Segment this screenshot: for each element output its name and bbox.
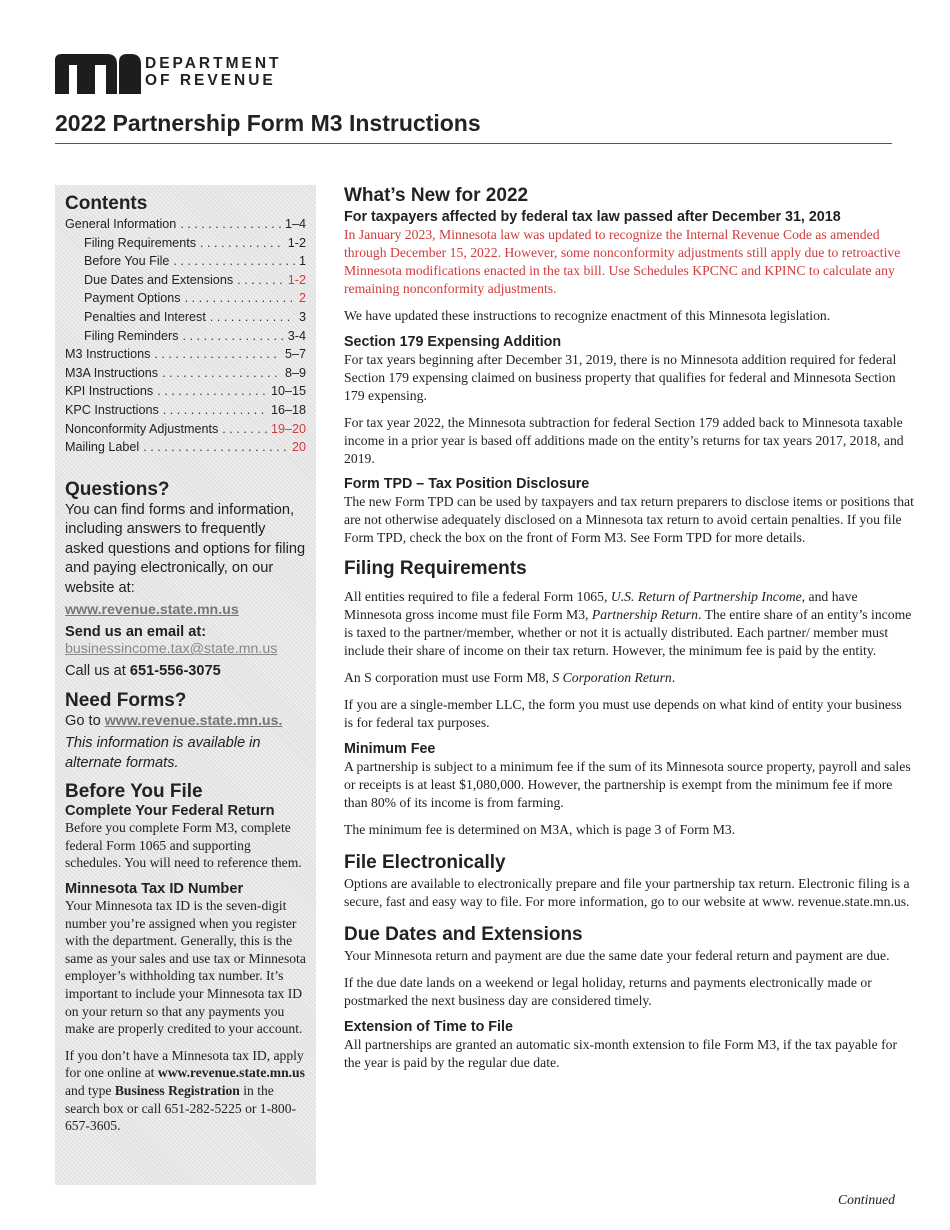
before-you-file-heading: Before You File — [65, 781, 203, 803]
toc-item-page: 1–4 — [284, 217, 306, 231]
form-tpd-text: The new Form TPD can be used by taxpayers and tax return preparers to disclose items or positions that are not otherwise adequately disclosed on a Minnesota tax return to avoid certain penalties. If you file Form TPD, check the box on the front of Form M3. See Form TPD for more details. — [344, 494, 914, 545]
filing-part-a: All entities required to file a federal Form 1065, — [344, 589, 611, 604]
toc-leader-dots — [237, 271, 284, 290]
due-dates-text-2: If the due date lands on a weekend or legal holiday, returns and payments electronically made or postmarked the next business day are considered timely. — [344, 975, 872, 1008]
toc-item[interactable] — [65, 364, 306, 383]
toc-leader-dots — [222, 420, 267, 439]
toc-item-page: 8–9 — [284, 365, 306, 380]
due-dates-text-1: Your Minnesota return and payment are due the same date your federal return and payment are due. — [344, 948, 890, 963]
filing-part-c: , and have Minnesota gross income must file Form M3, — [344, 589, 858, 622]
dept-line-1: DEPARTMENT — [145, 55, 282, 72]
due-dates-heading: Due Dates and Extensions — [344, 924, 583, 945]
toc-item-page: 1-2 — [287, 272, 306, 287]
toc-item-label: M3A Instructions — [65, 365, 159, 380]
department-name — [145, 55, 282, 89]
no-id-part-1: If you don’t have a Minnesota tax ID, apply for one online at — [65, 1047, 304, 1081]
toc-item[interactable] — [65, 215, 306, 234]
toc-item-page: 3-4 — [287, 328, 306, 343]
federal-return-text: Before you complete Form M3, complete federal Form 1065 and supporting schedules. You will need to reference them. — [65, 820, 302, 871]
minimum-fee-text-1: A partnership is subject to a minimum fee if the sum of its Minnesota source property, payroll and sales or receipts is at least $1,080,000. However, the partnership is exempt from the minimum fee if more than 80% of its income is from farming. — [344, 759, 911, 810]
s-corp-part-c: . — [671, 670, 676, 685]
toc-item-label: Filing Requirements — [84, 235, 196, 250]
alternate-formats-note: This information is available in alternate formats. — [65, 735, 261, 771]
form-1065-title: U.S. Return of Partnership Income — [610, 589, 802, 604]
toc-item-page: 2 — [298, 291, 306, 306]
toc-leader-dots — [173, 252, 295, 271]
toc-leader-dots — [143, 438, 288, 457]
forms-text — [65, 712, 306, 732]
toc-item-page: 20 — [291, 440, 306, 455]
toc-item-page: 1 — [298, 254, 306, 269]
dept-line-2: OF REVENUE — [145, 72, 276, 89]
questions-text: You can find forms and information, including answers to frequently asked questions and options for filing and paying electronically, on our website at: — [65, 501, 306, 596]
business-registration-term: Business Registration — [114, 1082, 240, 1098]
toc-leader-dots — [200, 234, 284, 253]
toc-item-label: KPI Instructions — [65, 384, 154, 399]
forms-prefix: Go to — [65, 712, 105, 729]
federal-law-heading: For taxpayers affected by federal tax law passed after December 31, 2018 — [344, 209, 841, 225]
website-link[interactable]: www.revenue.state.mn.us — [65, 602, 239, 619]
phone-number: 651-556-3075 — [129, 663, 221, 680]
s-corp-part-a: An S corporation must use Form M8, — [344, 670, 553, 685]
toc-item[interactable] — [65, 289, 306, 308]
section-179-text-1: For tax years beginning after December 31, 2019, there is no Minnesota addition required for federal Section 179 expensing claimed on business property that qualifies for federal and Minnesota Section 179 expensing. — [344, 352, 897, 403]
extension-text: All partnerships are granted an automatic six-month extension to file Form M3, if the tax payable for the year is paid by the regular due date. — [344, 1037, 898, 1070]
federal-return-heading: Complete Your Federal Return — [65, 803, 275, 820]
toc-item-label: Nonconformity Adjustments — [65, 421, 219, 436]
sidebar — [55, 185, 316, 1185]
page-title: 2022 Partnership Form M3 Instructions — [55, 110, 481, 136]
s-corp-return-title: S Corporation Return — [552, 670, 672, 685]
toc-item[interactable] — [65, 401, 306, 420]
toc-item[interactable] — [65, 345, 306, 364]
toc-leader-dots — [185, 289, 295, 308]
call-us-text — [65, 662, 306, 682]
email-link[interactable]: businessincome.tax@state.mn.us — [65, 641, 278, 658]
title-divider — [55, 143, 892, 144]
main-content — [344, 184, 914, 1072]
toc-item[interactable] — [65, 420, 306, 439]
toc-item-page: 19–20 — [270, 421, 306, 436]
updated-text: We have updated these instructions to recognize enactment of this Minnesota legislation. — [344, 308, 831, 323]
section-179-text-2: For tax year 2022, the Minnesota subtraction for federal Section 179 added back to Minnesota taxable income in a prior year is based off additions made on the entity’s returns for tax years 2017, 2018, and 2019. — [344, 415, 904, 466]
forms-link[interactable]: www.revenue.state.mn.us. — [104, 712, 283, 729]
toc-item-page: 3 — [298, 309, 306, 324]
toc-item[interactable] — [65, 382, 306, 401]
toc-leader-dots — [182, 327, 283, 346]
file-electronically-text: Options are available to electronically prepare and file your partnership tax return. Electronic filing is a secure, fast and easy way to file. For more information, go to our website at www. revenue.state.mn.us. — [344, 876, 910, 909]
toc-item[interactable] — [65, 271, 306, 290]
filing-requirements-text — [344, 588, 914, 660]
minimum-fee-text-2: The minimum fee is determined on M3A, which is page 3 of Form M3. — [344, 822, 736, 837]
toc-leader-dots — [163, 401, 267, 420]
email-heading: Send us an email at: — [65, 624, 207, 641]
extension-heading: Extension of Time to File — [344, 1019, 513, 1035]
llc-text: If you are a single-member LLC, the form you must use depends on what kind of entity your business is for federal tax purposes. — [344, 697, 902, 730]
toc-leader-dots — [162, 364, 281, 383]
toc-item-label: Payment Options — [84, 291, 181, 306]
continued-note: Continued — [837, 1192, 895, 1207]
s-corp-text — [344, 669, 914, 687]
toc-item-page: 1-2 — [287, 235, 306, 250]
registration-link[interactable]: www.revenue.state.mn.us — [157, 1065, 305, 1081]
toc-item[interactable] — [65, 234, 306, 253]
toc-item-page: 16–18 — [270, 402, 306, 417]
toc-leader-dots — [210, 308, 295, 327]
filing-part-e: . The entire share of an entity’s income is taxed to the partner/member, whether or not it is actually distributed. Each partner/ member must include their share of income on their tax return. However, the minimum fee is paid by the entity. — [344, 607, 912, 658]
toc-item-page: 5–7 — [284, 347, 306, 362]
contents-heading: Contents — [65, 193, 148, 214]
whats-new-heading: What’s New for 2022 — [344, 185, 529, 206]
federal-law-text: In January 2023, Minnesota law was updated to recognize the Internal Revenue Code as amended through December 15, 2022. However, some nonconformity adjustments still apply due to retroactive Minnesota modifications enacted in the tax bill. Use Schedules KPCNC and KPINC to calculate any remaining nonconformity adjustments. — [344, 227, 901, 296]
partnership-return-title: Partnership Return — [591, 607, 698, 622]
toc-item-label: Penalties and Interest — [84, 309, 206, 324]
need-forms-heading: Need Forms? — [65, 689, 187, 711]
toc-item-label: Before You File — [84, 254, 170, 269]
call-prefix: Call us at — [65, 663, 130, 680]
toc-leader-dots — [154, 345, 281, 364]
questions-heading: Questions? — [65, 478, 170, 500]
toc-item-page: 10–15 — [270, 384, 306, 399]
tax-id-text: Your Minnesota tax ID is the seven-digit number you’re assigned when you register with the department. Generally, this is the same as your sales and use tax or Minnesota employer’s withholding tax number. It’s important to include your Minnesota tax ID on your return so that any payments you make are properly credited to your account. — [65, 898, 306, 1037]
form-tpd-heading: Form TPD – Tax Position Disclosure — [344, 476, 590, 492]
no-tax-id-text — [65, 1047, 306, 1135]
toc-leader-dots — [180, 215, 281, 234]
toc-item[interactable] — [65, 438, 306, 457]
toc-item-label: General Information — [65, 217, 177, 231]
toc-item[interactable] — [65, 252, 306, 271]
toc-item-label: M3 Instructions — [65, 347, 151, 362]
toc-item[interactable] — [65, 327, 306, 346]
toc-item[interactable] — [65, 308, 306, 327]
toc-item-label: Mailing Label — [65, 440, 140, 455]
no-id-part-3: in the search box or call 651-282-5225 or 1-800-657-3605. — [65, 1082, 297, 1134]
no-id-part-2: and type — [65, 1082, 115, 1098]
toc-leader-dots — [157, 382, 267, 401]
toc-item-label: KPC Instructions — [65, 402, 159, 417]
section-179-heading: Section 179 Expensing Addition — [344, 334, 562, 350]
filing-requirements-heading: Filing Requirements — [344, 558, 527, 579]
file-electronically-heading: File Electronically — [344, 852, 506, 873]
minimum-fee-heading: Minimum Fee — [344, 741, 436, 757]
toc-item-label: Filing Reminders — [84, 328, 179, 343]
tax-id-heading: Minnesota Tax ID Number — [65, 881, 244, 897]
toc-item-label: Due Dates and Extensions — [84, 272, 234, 287]
table-of-contents — [65, 215, 306, 457]
